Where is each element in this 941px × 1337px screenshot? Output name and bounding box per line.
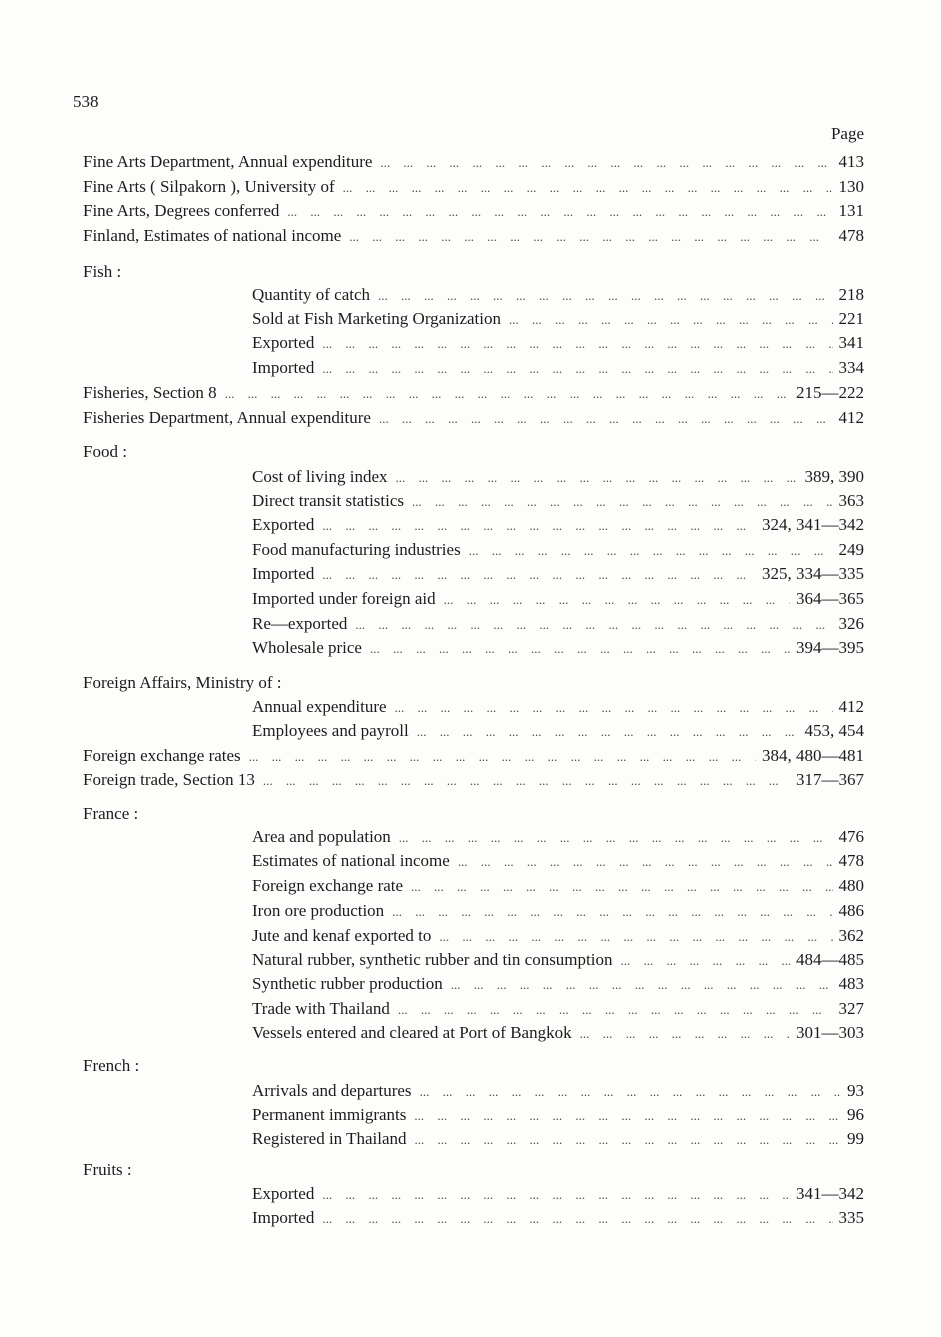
entry-label: Imported [252,358,315,377]
entry-label: Exported [252,333,315,352]
entry-page: 486 [838,901,864,920]
dot-leader [414,1108,841,1124]
entry-page: 301—303 [796,1023,864,1042]
dot-leader [349,229,832,245]
entry-label: Arrivals and departures [252,1081,412,1100]
entry-label: Imported [252,1208,315,1227]
section-heading-france: France : [83,804,139,823]
index-entry [83,201,864,223]
entry-page: 453, 454 [804,721,864,740]
index-subentry [252,697,864,719]
index-subentry [252,1184,864,1206]
entry-label: Iron ore production [252,901,385,920]
entry-label: Registered in Thailand [252,1129,407,1148]
dot-leader [415,1132,841,1148]
dot-leader [322,1187,790,1203]
entry-page: 99 [847,1129,864,1148]
entry-label: Annual expenditure [252,697,387,716]
entry-label: Food manufacturing industries [252,540,461,559]
entry-label: Sold at Fish Marketing Organization [252,309,501,328]
section-heading-food: Food : [83,442,127,461]
dot-leader [458,854,833,870]
dot-leader [469,543,833,559]
index-subentry [252,467,864,489]
index-subentry [252,1105,864,1127]
dot-leader [322,336,832,352]
index-subentry [252,1129,864,1151]
entry-label: Cost of living index [252,467,388,486]
entry-label: Jute and kenaf exported to [252,926,432,945]
dot-leader [451,977,833,993]
dot-leader [411,879,832,895]
entry-page: 327 [838,999,864,1018]
dot-leader [412,494,832,510]
index-subentry [252,950,864,972]
index-subentry [252,491,864,513]
entry-page: 221 [838,309,864,328]
dot-leader [380,155,832,171]
index-subentry [252,358,864,380]
dot-leader [378,288,832,304]
entry-label: Fine Arts Department, Annual expenditure [83,152,373,171]
entry-page: 478 [838,226,864,245]
entry-label: Foreign exchange rates [83,746,241,765]
entry-page: 324, 341—342 [762,515,864,534]
section-heading-fish: Fish : [83,262,122,281]
entry-page: 326 [838,614,864,633]
entry-page: 341—342 [796,1184,864,1203]
index-entry [83,746,864,768]
dot-leader [249,749,756,765]
index-subentry [252,638,864,660]
entry-label: Finland, Estimates of national income [83,226,342,245]
entry-page: 384, 480—481 [762,746,864,765]
entry-page: 334 [838,358,864,377]
index-entry [83,383,864,405]
index-subentry [252,1208,864,1230]
dot-leader [263,773,790,789]
index-subentry [252,721,864,743]
entry-page: 478 [838,851,864,870]
entry-label: Estimates of national income [252,851,450,870]
entry-label: Exported [252,515,315,534]
dot-leader [420,1084,841,1100]
dot-leader [225,386,790,402]
dot-leader [396,470,799,486]
entry-label: Exported [252,1184,315,1203]
index-entry [83,152,864,174]
entry-page: 412 [838,697,864,716]
entry-label: Fine Arts ( Silpakorn ), University of [83,177,335,196]
dot-leader [322,567,756,583]
index-subentry [252,309,864,331]
index-subentry [252,333,864,355]
dot-leader [287,204,832,220]
dot-leader [417,724,799,740]
dot-leader [322,518,756,534]
dot-leader [355,617,832,633]
entry-page: 484—485 [796,950,864,969]
entry-label: Trade with Thailand [252,999,390,1018]
entry-page: 215—222 [796,383,864,402]
entry-label: Fisheries, Section 8 [83,383,217,402]
entry-page: 413 [838,152,864,171]
entry-page: 483 [838,974,864,993]
entry-label: Imported [252,564,315,583]
index-subentry [252,589,864,611]
index-subentry [252,999,864,1021]
entry-page: 325, 334—335 [762,564,864,583]
dot-leader [398,1002,833,1018]
dot-leader [620,953,790,969]
entry-label: Employees and payroll [252,721,409,740]
entry-page: 93 [847,1081,864,1100]
dot-leader [370,641,790,657]
dot-leader [392,904,832,920]
entry-label: Foreign trade, Section 13 [83,770,255,789]
entry-page: 341 [838,333,864,352]
entry-page: 130 [838,177,864,196]
index-subentry [252,1023,864,1045]
index-subentry [252,515,864,537]
entry-label: Direct transit statistics [252,491,405,510]
section-heading-fruits: Fruits : [83,1160,132,1179]
index-entry [83,770,864,792]
dot-leader [322,1211,832,1227]
entry-page: 317—367 [796,770,864,789]
dot-leader [343,180,833,196]
entry-label: Imported under foreign aid [252,589,436,608]
entry-label: Vessels entered and cleared at Port of Bangkok [252,1023,572,1042]
page-number: 538 [73,92,99,111]
entry-page: 131 [838,201,864,220]
index-entry [83,177,864,199]
index-subentry [252,540,864,562]
entry-page: 394—395 [796,638,864,657]
section-heading-french: French : [83,1056,140,1075]
index-subentry [252,827,864,849]
entry-page: 249 [838,540,864,559]
section-heading-foreign-affairs: Foreign Affairs, Ministry of : [83,673,282,692]
index-subentry [252,851,864,873]
entry-label: Synthetic rubber production [252,974,443,993]
entry-label: Wholesale price [252,638,362,657]
entry-label: Foreign exchange rate [252,876,404,895]
entry-page: 476 [838,827,864,846]
dot-leader [580,1026,790,1042]
index-entry [83,226,864,248]
dot-leader [509,312,833,328]
entry-page: 362 [838,926,864,945]
entry-label: Re—exported [252,614,348,633]
entry-label: Fisheries Department, Annual expenditure [83,408,371,427]
entry-page: 335 [838,1208,864,1227]
entry-page: 389, 390 [804,467,864,486]
index-subentry [252,614,864,636]
index-subentry [252,926,864,948]
entry-page: 412 [838,408,864,427]
index-subentry [252,564,864,586]
index-subentry [252,974,864,996]
entry-page: 363 [838,491,864,510]
dot-leader [444,592,790,608]
page-column-header: Page [830,124,864,143]
dot-leader [322,361,832,377]
entry-label: Natural rubber, synthetic rubber and tin consumption [252,950,613,969]
entry-label: Fine Arts, Degrees conferred [83,201,280,220]
entry-page: 364—365 [796,589,864,608]
index-entry [83,408,864,430]
index-subentry [252,1081,864,1103]
index-subentry [252,901,864,923]
entry-page: 218 [838,285,864,304]
entry-page: 96 [847,1105,864,1124]
dot-leader [379,411,833,427]
entry-label: Quantity of catch [252,285,371,304]
dot-leader [395,700,833,716]
dot-leader [399,830,833,846]
entry-page: 480 [838,876,864,895]
dot-leader [439,929,832,945]
entry-label: Permanent immigrants [252,1105,407,1124]
entry-label: Area and population [252,827,391,846]
index-subentry [252,876,864,898]
index-subentry [252,285,864,307]
